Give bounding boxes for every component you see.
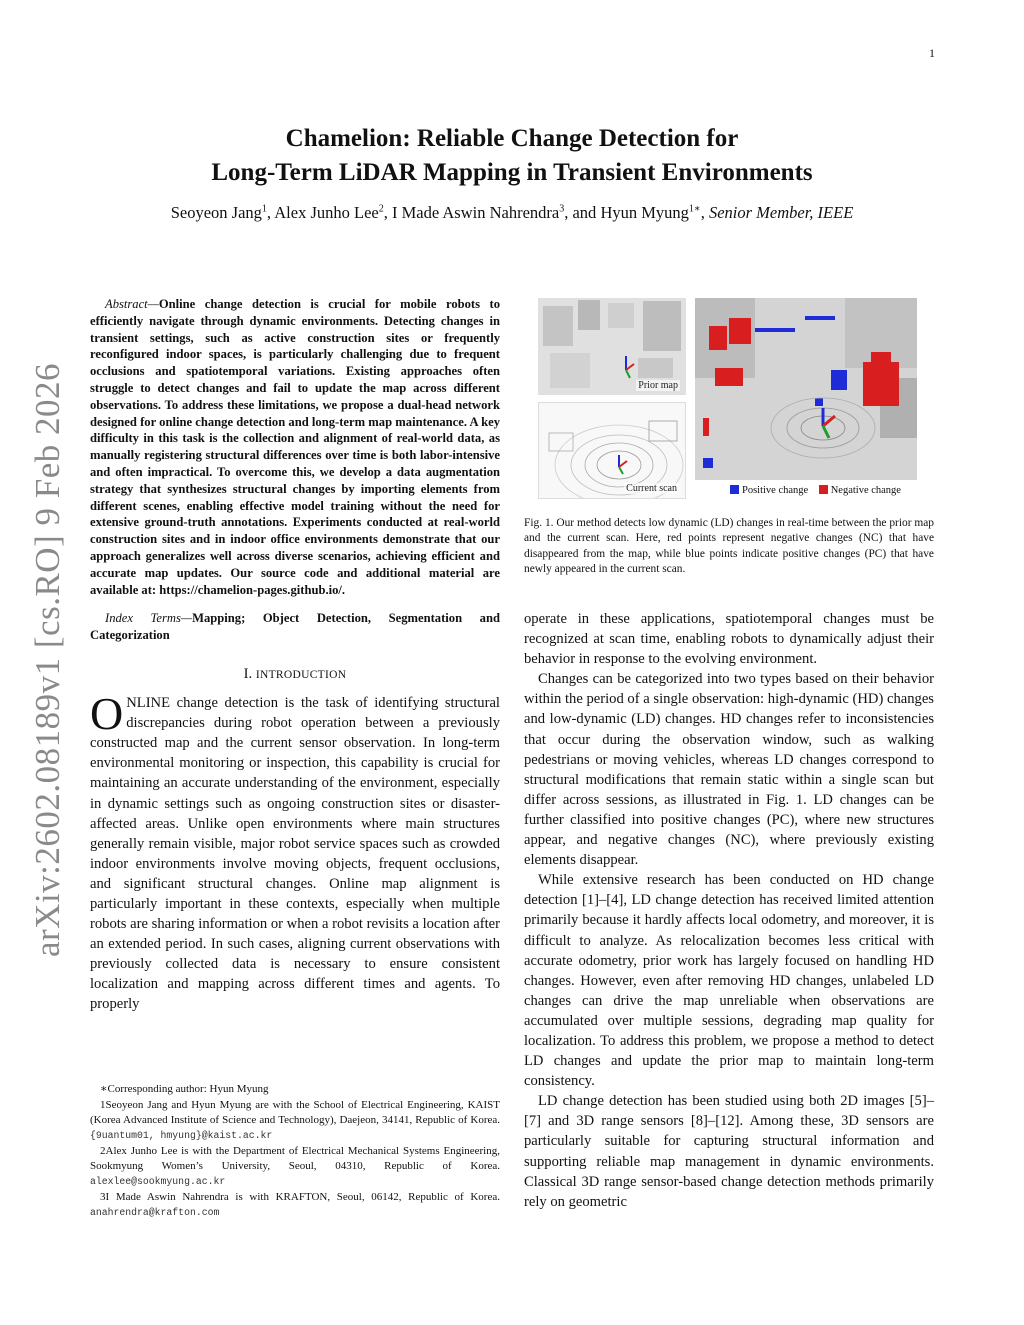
intro-paragraph-4: LD change detection has been studied using both 2D images [5]–[7] and 3D range sensors [8]–[12]. Among these, 3D sensors are particularly suitable for capturing structural information and supporting reliable map management in dynamic environments. Classical 3D range sensor-based change detection methods primarily rely on geometric	[524, 1093, 934, 1210]
intro-paragraph-3: While extensive research has been conducted on HD change detection [1]–[4], LD change detection has received limited attention primarily because it hardly affects local odometry, and moreover, it is difficult to analyze. As relocalization becomes less critical with accurate odometry, prior work has largely focused on handling HD changes. However, even after removing HD changes, unlabeled LD changes can drive the map unreliable when observations are accumulated over multiple sessions, degrading map quality for localization. To address this problem, we propose a method to detect LD changes and update the prior map to maintain long-term consistency.	[524, 872, 934, 1090]
footnote-corresponding: ∗Corresponding author: Hyun Myung	[100, 1083, 269, 1095]
intro-paragraph-1-text: NLINE change detection is the task of identifying structural discrepancies during robot operation between a previously constructed map and the current sensor observation. In long-term environmental monitoring or inspection, this capability is crucial for maintaining an accurate understanding of the environment, especially in dynamic settings such as ongoing construction sites or disaster-affected areas. Unlike open environments where main structures generally remain visible, major robot service spaces such as crowded indoor environments involve moving objects, frequent occlusions, and significant structural changes. Online map alignment is particularly important in these contexts, especially when multiple robots are sharing information or when a robot revisits a location after an extended period. In such cases, aligning current observations with previously collected data is necessary to ensure consistent localization and mapping across different times and agents. To properly	[90, 695, 500, 1013]
section-title: INTRODUCTION	[255, 668, 347, 681]
footnote-3-email[interactable]: anahrendra@krafton.com	[90, 1207, 220, 1218]
footnote-3-text: 3I Made Aswin Nahrendra is with KRAFTON, Seoul, 06142, Republic of Korea.	[100, 1191, 500, 1203]
footnote-2	[90, 1144, 500, 1189]
legend-negative-label: Negative change	[830, 485, 901, 496]
left-column	[90, 296, 500, 1015]
index-terms-label: Index Terms—	[105, 611, 193, 626]
intro-paragraph-1-continued: operate in these applications, spatiotemporal changes must be recognized at scan time, enabling robots to dynamically adjust their behavior in response to the evolving environment.	[524, 611, 934, 668]
change-detection-panel	[695, 298, 917, 480]
arxiv-stamp: arXiv:2602.08189v1 [cs.RO] 9 Feb 2026	[28, 363, 67, 958]
author-separator: ,	[383, 203, 392, 222]
abstract	[90, 296, 500, 598]
author-affiliation: 2	[378, 203, 384, 215]
negative-change-swatch	[819, 485, 828, 494]
footnote-3	[90, 1190, 500, 1220]
footnote-2-text: 2Alex Junho Lee is with the Department of Electrical Mechanical Systems Engineering, Sookmyung Women’s University, Seoul, 04310, Republic of Korea.	[90, 1145, 500, 1172]
footnote-1-email[interactable]: {9uantum01, hmyung}@kaist.ac.kr	[90, 1130, 273, 1141]
footnote-2-email[interactable]: alexlee@sookmyung.ac.kr	[90, 1176, 226, 1187]
paper-title	[0, 122, 1024, 190]
footnotes	[90, 1082, 500, 1221]
title-line-2: Long-Term LiDAR Mapping in Transient Environments	[211, 159, 813, 186]
title-line-1: Chamelion: Reliable Change Detection for	[285, 125, 739, 152]
author-list	[0, 203, 1024, 223]
author-name: I Made Aswin Nahrendra	[391, 203, 560, 222]
right-column	[524, 609, 934, 1212]
figure-caption: Fig. 1. Our method detects low dynamic (LD) changes in real-time between the prior map and the current scan. Here, red points represent negative changes (NC) that have disappeared from the map, while blue points indicate positive changes (PC) that have newly appeared in the current scan.	[524, 517, 934, 575]
figure-1	[538, 298, 918, 505]
index-terms-text: Mapping; Object Detection, Segmentation and Categorization	[90, 611, 500, 643]
author-affiliation: 3	[559, 203, 565, 215]
section-numeral: I.	[243, 665, 256, 682]
author-name: Hyun Myung	[600, 203, 689, 222]
intro-paragraph-2: Changes can be categorized into two types based on their behavior within the period of a single observation: high-dynamic (HD) changes and low-dynamic (LD) changes. HD changes refer to inconsistencies that occur during the observation window, such as walking pedestrians or moving vehicles, whereas LD changes correspond to structural modifications that remain static within a single scan but differ across sessions, as illustrated in Fig. 1. LD changes can be further classified into positive changes (PC), where new structures appear, and negative changes (NC), where previously existing elements disappear.	[524, 671, 934, 869]
prior-map-label: Prior map	[638, 380, 678, 391]
section-heading	[90, 664, 500, 685]
footnote-1-text: 1Seoyeon Jang and Hyun Myung are with the School of Electrical Engineering, KAIST (Korea Advanced Institute of Science and Technology), Daejeon, 34141, Republic of Korea.	[90, 1099, 500, 1126]
abstract-label: Abstract—	[105, 297, 159, 311]
change-detection-image	[695, 298, 917, 480]
abstract-text: Online change detection is crucial for mobile robots to efficiently navigate through dynamic environments. Detecting changes in transient settings, such as active construction sites or frequently reconfigured indoor spaces, is particularly challenging due to frequent occlusions and spatiotemporal variations. Existing approaches often struggle to detect changes and fail to update the map across different observations. To address these limitations, we propose a dual-head network designed for online change detection and long-term map maintenance. A key difficulty in this task is the collection and alignment of real-world data, as manually registering structural differences over time is both labor-intensive and often impractical. To overcome this, we develop a data augmentation strategy that synthesizes structural changes by importing elements from different scenes, enabling effective model training without the need for extensive ground-truth annotations. Experiments conducted at real-world construction sites and in indoor office environments demonstrate that our approach generalizes well across diverse scenarios, achieving efficient and accurate map updates. Our source code and additional material are available at: https://chamelion-pages.github.io/.	[90, 297, 500, 597]
index-terms	[90, 610, 500, 644]
footnote-1	[90, 1098, 500, 1143]
author-affiliation: 1	[261, 203, 267, 215]
current-scan-panel	[538, 402, 686, 499]
positive-change-swatch	[730, 485, 739, 494]
author-separator: ,	[700, 203, 709, 222]
legend-positive-label: Positive change	[742, 485, 809, 496]
drop-cap: O	[90, 688, 124, 740]
author-membership: Senior Member, IEEE	[708, 203, 854, 222]
prior-map-panel	[538, 298, 686, 395]
author-name: Alex Junho Lee	[274, 203, 379, 222]
author-separator: , and	[564, 203, 601, 222]
figure-legend	[730, 485, 901, 496]
author-separator: ,	[266, 203, 275, 222]
author-name: Seoyeon Jang	[170, 203, 262, 222]
current-scan-label: Current scan	[626, 483, 677, 494]
intro-paragraph-1	[90, 688, 500, 1015]
page-number: 1	[929, 46, 935, 60]
author-affiliation: 1∗	[688, 203, 701, 215]
